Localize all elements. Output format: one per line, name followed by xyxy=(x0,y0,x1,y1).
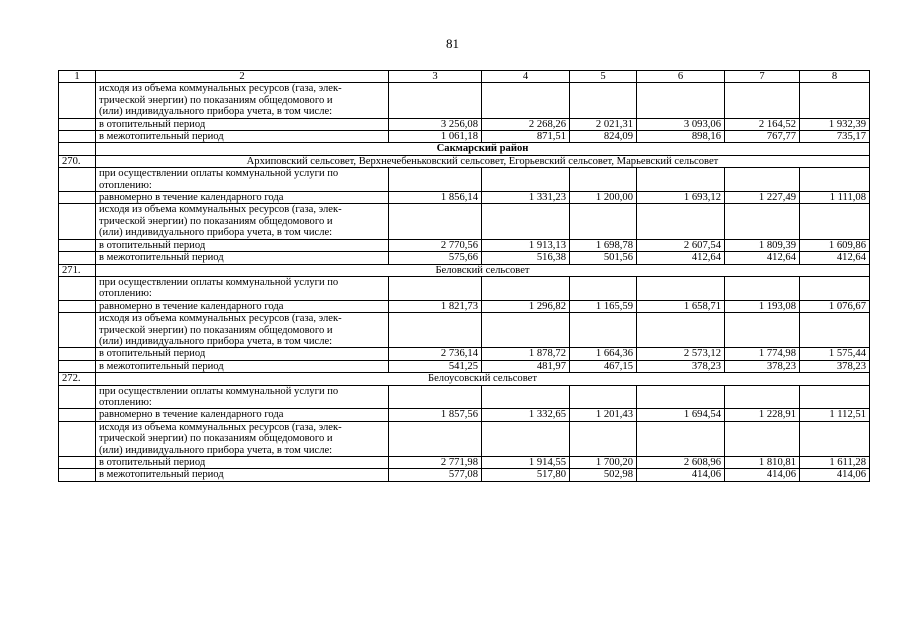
table-row xyxy=(59,204,870,239)
row-label xyxy=(96,276,389,300)
table-cell xyxy=(725,83,800,118)
table-cell: 575,66 xyxy=(389,252,482,264)
row-label: равномерно в течение календарного года xyxy=(96,300,389,312)
table-cell xyxy=(389,204,482,239)
sections xyxy=(59,155,870,481)
table-cell: 898,16 xyxy=(637,131,725,143)
table-cell xyxy=(570,313,637,348)
table-cell: 378,23 xyxy=(725,360,800,372)
table-row xyxy=(59,409,870,421)
table-cell xyxy=(482,83,570,118)
table-cell: 1 611,28 xyxy=(800,457,870,469)
table-cell: 767,77 xyxy=(725,131,800,143)
settlement-name: Белоусовский сельсовет xyxy=(96,373,870,385)
table-cell: 1 878,72 xyxy=(482,348,570,360)
table-cell: 1 331,23 xyxy=(482,192,570,204)
row-number xyxy=(59,421,96,456)
row-number xyxy=(59,276,96,300)
row-number xyxy=(59,204,96,239)
table-cell: 1 076,67 xyxy=(800,300,870,312)
col-header: 8 xyxy=(800,71,870,83)
table-row xyxy=(59,360,870,372)
table-cell xyxy=(800,421,870,456)
table-cell xyxy=(725,421,800,456)
row-label: равномерно в течение календарного года xyxy=(96,192,389,204)
table-cell: 1 693,12 xyxy=(637,192,725,204)
table-cell: 1 700,20 xyxy=(570,457,637,469)
table-row xyxy=(59,131,870,143)
row-label xyxy=(96,83,389,118)
settlement-name: Архиповский сельсовет, Верхнечебеньковский сельсовет, Егорьевский сельсовет, Марьевский сельсовет xyxy=(96,155,870,167)
row-number xyxy=(59,252,96,264)
column-number-row xyxy=(59,71,870,83)
table-cell xyxy=(389,385,482,409)
when-paying-label: при осуществлении оплаты коммунальной услуги по отоплению: xyxy=(99,168,339,191)
row-number xyxy=(59,239,96,251)
table-cell: 1 228,91 xyxy=(725,409,800,421)
table-cell xyxy=(482,276,570,300)
row-number xyxy=(59,118,96,130)
row-number: 270. xyxy=(59,155,96,167)
table-cell xyxy=(725,276,800,300)
table-cell xyxy=(570,204,637,239)
row-number: 271. xyxy=(59,264,96,276)
table-cell: 541,25 xyxy=(389,360,482,372)
table-cell: 2 771,98 xyxy=(389,457,482,469)
table-row xyxy=(59,276,870,300)
table-row xyxy=(59,300,870,312)
table-cell: 2 770,56 xyxy=(389,239,482,251)
col-header: 1 xyxy=(59,71,96,83)
table-cell xyxy=(800,313,870,348)
col-header: 3 xyxy=(389,71,482,83)
table-cell xyxy=(482,313,570,348)
table-cell xyxy=(637,385,725,409)
table-row xyxy=(59,348,870,360)
table-row xyxy=(59,192,870,204)
table-cell xyxy=(725,204,800,239)
district-row xyxy=(59,143,870,155)
row-number xyxy=(59,469,96,481)
table-cell: 1 332,65 xyxy=(482,409,570,421)
table-cell: 481,97 xyxy=(482,360,570,372)
table-cell xyxy=(725,385,800,409)
row-label: в отопительный период xyxy=(96,118,389,130)
table-cell: 1 112,51 xyxy=(800,409,870,421)
table-row xyxy=(59,252,870,264)
table-cell xyxy=(570,276,637,300)
table-cell: 1 809,39 xyxy=(725,239,800,251)
district-name: Сакмарский район xyxy=(96,143,870,155)
col-header: 7 xyxy=(725,71,800,83)
table-cell: 1 061,18 xyxy=(389,131,482,143)
row-number xyxy=(59,385,96,409)
table-cell: 871,51 xyxy=(482,131,570,143)
table-cell xyxy=(725,168,800,192)
table-row xyxy=(59,469,870,481)
table-cell: 414,06 xyxy=(800,469,870,481)
table-cell: 1 694,54 xyxy=(637,409,725,421)
row-label: в межотопительный период xyxy=(96,469,389,481)
row-label xyxy=(96,168,389,192)
table-cell: 2 736,14 xyxy=(389,348,482,360)
tariff-table xyxy=(58,70,870,482)
table-cell xyxy=(482,385,570,409)
table-cell: 1 201,43 xyxy=(570,409,637,421)
row-number xyxy=(59,192,96,204)
table-cell: 1 658,71 xyxy=(637,300,725,312)
settlement-row xyxy=(59,155,870,167)
table-row xyxy=(59,83,870,118)
table-cell: 3 256,08 xyxy=(389,118,482,130)
table-cell xyxy=(570,385,637,409)
table-cell xyxy=(637,168,725,192)
table-cell xyxy=(637,83,725,118)
table-cell: 2 268,26 xyxy=(482,118,570,130)
col-header: 5 xyxy=(570,71,637,83)
table-cell: 414,06 xyxy=(725,469,800,481)
table-cell: 2 164,52 xyxy=(725,118,800,130)
table-cell xyxy=(570,421,637,456)
table-cell: 1 856,14 xyxy=(389,192,482,204)
when-paying-label: при осуществлении оплаты коммунальной услуги по отоплению: xyxy=(99,276,339,300)
table-cell: 2 021,31 xyxy=(570,118,637,130)
table-cell xyxy=(389,313,482,348)
table-cell: 1 810,81 xyxy=(725,457,800,469)
row-number xyxy=(59,131,96,143)
page-number: 81 xyxy=(446,36,459,51)
table-cell: 1 575,44 xyxy=(800,348,870,360)
table-cell: 467,15 xyxy=(570,360,637,372)
table-cell xyxy=(725,313,800,348)
table-cell: 1 698,78 xyxy=(570,239,637,251)
table-cell: 1 111,08 xyxy=(800,192,870,204)
when-paying-label: при осуществлении оплаты коммунальной услуги по отоплению: xyxy=(99,385,339,408)
table-cell: 1 200,00 xyxy=(570,192,637,204)
table-cell: 412,64 xyxy=(800,252,870,264)
table-cell: 412,64 xyxy=(637,252,725,264)
table-row xyxy=(59,385,870,409)
table-cell xyxy=(800,204,870,239)
row-number xyxy=(59,143,96,155)
by-volume-label: исходя из объема коммунальных ресурсов (газа, элек- трической энергии) по показаниям общедомового и (или) индивидуального прибора учета, в том числе: xyxy=(99,421,342,456)
table-cell xyxy=(482,168,570,192)
table-cell: 1 914,55 xyxy=(482,457,570,469)
table-cell: 2 607,54 xyxy=(637,239,725,251)
table-cell: 1 857,56 xyxy=(389,409,482,421)
table-cell xyxy=(389,168,482,192)
table-cell xyxy=(800,276,870,300)
table-cell: 1 932,39 xyxy=(800,118,870,130)
table-cell xyxy=(800,385,870,409)
row-label: в отопительный период xyxy=(96,457,389,469)
table-cell xyxy=(800,83,870,118)
table-cell: 502,98 xyxy=(570,469,637,481)
table-cell: 735,17 xyxy=(800,131,870,143)
table-cell: 1 821,73 xyxy=(389,300,482,312)
table-cell: 1 165,59 xyxy=(570,300,637,312)
table-cell: 2 573,12 xyxy=(637,348,725,360)
row-label: в межотопительный период xyxy=(96,252,389,264)
table-cell: 2 608,96 xyxy=(637,457,725,469)
row-label xyxy=(96,313,389,348)
settlement-row xyxy=(59,373,870,385)
table-cell: 1 227,49 xyxy=(725,192,800,204)
table-row xyxy=(59,239,870,251)
by-volume-label: исходя из объема коммунальных ресурсов (газа, элек- трической энергии) по показаниям общедомового и (или) индивидуального прибора учета, в том числе: xyxy=(99,204,342,239)
table-cell: 1 609,86 xyxy=(800,239,870,251)
row-label: в отопительный период xyxy=(96,348,389,360)
table-cell xyxy=(637,204,725,239)
table-cell xyxy=(389,83,482,118)
row-label xyxy=(96,421,389,456)
table-cell xyxy=(389,276,482,300)
table-row xyxy=(59,168,870,192)
table-cell: 1 296,82 xyxy=(482,300,570,312)
row-label: в отопительный период xyxy=(96,239,389,251)
row-number xyxy=(59,409,96,421)
row-label: в межотопительный период xyxy=(96,360,389,372)
settlement-row xyxy=(59,264,870,276)
table-cell: 1 193,08 xyxy=(725,300,800,312)
table-cell xyxy=(570,168,637,192)
row-number xyxy=(59,360,96,372)
table-cell xyxy=(389,421,482,456)
table-row xyxy=(59,118,870,130)
by-volume-label: исходя из объема коммунальных ресурсов (газа, элек- трической энергии) по показаниям общедомового и (или) индивидуального прибора учета, в том числе: xyxy=(99,313,342,347)
row-label: в межотопительный период xyxy=(96,131,389,143)
table-cell: 1 913,13 xyxy=(482,239,570,251)
table-cell: 414,06 xyxy=(637,469,725,481)
table-cell: 378,23 xyxy=(637,360,725,372)
table-cell: 1 664,36 xyxy=(570,348,637,360)
table-cell xyxy=(637,421,725,456)
table-cell: 517,80 xyxy=(482,469,570,481)
settlement-name: Беловский сельсовет xyxy=(96,264,870,276)
table-cell: 501,56 xyxy=(570,252,637,264)
row-label xyxy=(96,385,389,409)
table-row xyxy=(59,313,870,348)
row-number xyxy=(59,300,96,312)
table-cell: 378,23 xyxy=(800,360,870,372)
table-cell xyxy=(570,83,637,118)
row-number xyxy=(59,457,96,469)
table-cell xyxy=(637,276,725,300)
table-cell xyxy=(482,204,570,239)
col-header: 4 xyxy=(482,71,570,83)
row-number xyxy=(59,83,96,118)
col-header: 2 xyxy=(96,71,389,83)
table-cell: 824,09 xyxy=(570,131,637,143)
table-cell xyxy=(637,313,725,348)
table-cell xyxy=(800,168,870,192)
table-row xyxy=(59,421,870,456)
row-number xyxy=(59,168,96,192)
table-cell: 516,38 xyxy=(482,252,570,264)
table-cell: 1 774,98 xyxy=(725,348,800,360)
table-cell: 3 093,06 xyxy=(637,118,725,130)
row-label: равномерно в течение календарного года xyxy=(96,409,389,421)
table-cell: 412,64 xyxy=(725,252,800,264)
table-cell xyxy=(482,421,570,456)
row-number: 272. xyxy=(59,373,96,385)
col-header: 6 xyxy=(637,71,725,83)
row-number xyxy=(59,313,96,348)
by-volume-label: исходя из объема коммунальных ресурсов (газа, элек- трической энергии) по показаниям общедомового и (или) индивидуального прибора учета, в том числе: xyxy=(99,83,342,118)
table-cell: 577,08 xyxy=(389,469,482,481)
row-number xyxy=(59,348,96,360)
table-row xyxy=(59,457,870,469)
row-label xyxy=(96,204,389,239)
